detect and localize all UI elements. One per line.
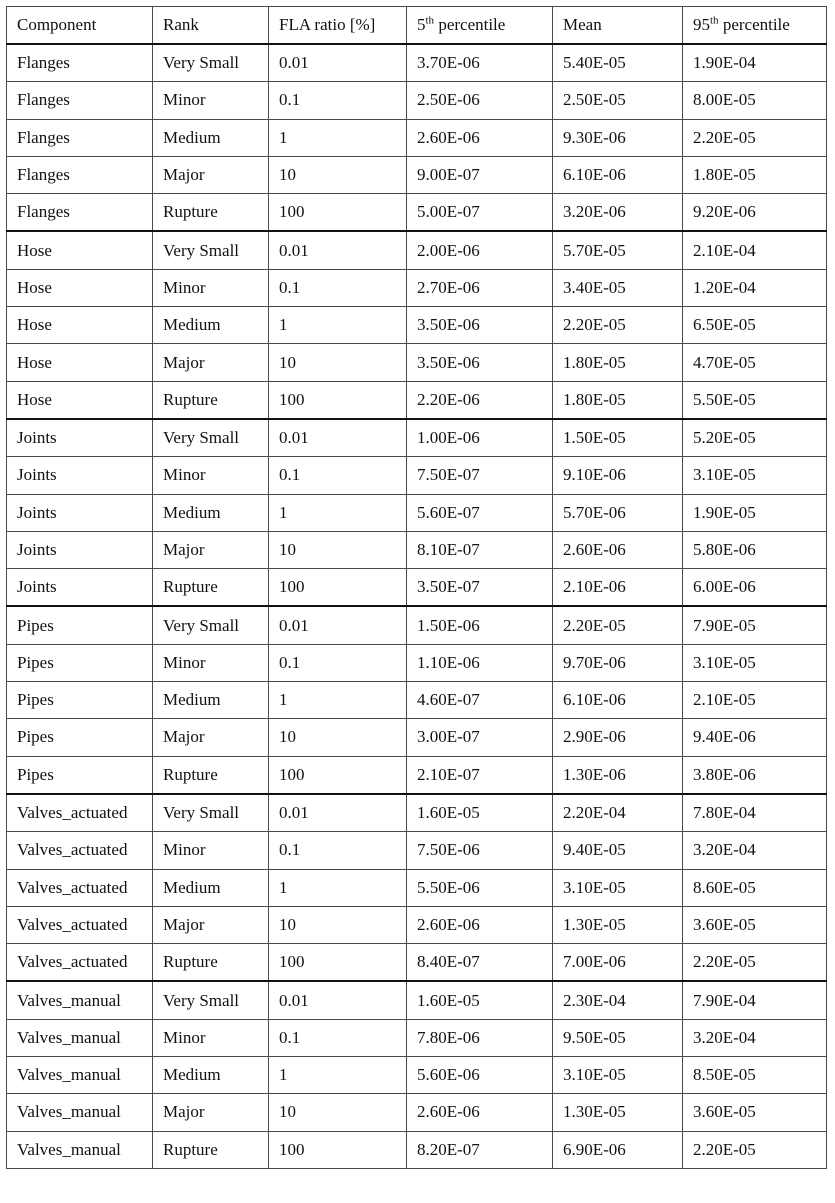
cell-fla-ratio: 0.1 <box>269 832 407 869</box>
table-body <box>7 44 827 1168</box>
cell-95th-percentile: 3.60E-05 <box>683 906 827 943</box>
cell-fla-ratio: 0.1 <box>269 82 407 119</box>
cell-fla-ratio: 1 <box>269 869 407 906</box>
cell-rank: Minor <box>153 457 269 494</box>
header-mean: Mean <box>553 7 683 45</box>
cell-component: Pipes <box>7 756 153 794</box>
cell-rank: Very Small <box>153 419 269 457</box>
cell-95th-percentile: 8.00E-05 <box>683 82 827 119</box>
cell-fla-ratio: 0.01 <box>269 981 407 1019</box>
cell-fla-ratio: 100 <box>269 1131 407 1168</box>
cell-fla-ratio: 100 <box>269 194 407 232</box>
table-row <box>7 82 827 119</box>
cell-5th-percentile: 2.50E-06 <box>407 82 553 119</box>
cell-95th-percentile: 9.20E-06 <box>683 194 827 232</box>
table-row <box>7 231 827 269</box>
cell-fla-ratio: 100 <box>269 381 407 419</box>
table-row <box>7 682 827 719</box>
cell-fla-ratio: 0.1 <box>269 269 407 306</box>
table-row <box>7 419 827 457</box>
cell-rank: Major <box>153 1094 269 1131</box>
cell-component: Hose <box>7 381 153 419</box>
cell-5th-percentile: 2.70E-06 <box>407 269 553 306</box>
cell-component: Hose <box>7 269 153 306</box>
cell-fla-ratio: 10 <box>269 906 407 943</box>
cell-95th-percentile: 6.50E-05 <box>683 307 827 344</box>
cell-95th-percentile: 2.20E-05 <box>683 944 827 982</box>
cell-component: Valves_actuated <box>7 944 153 982</box>
cell-5th-percentile: 7.50E-06 <box>407 832 553 869</box>
cell-5th-percentile: 5.00E-07 <box>407 194 553 232</box>
cell-component: Flanges <box>7 44 153 82</box>
cell-component: Pipes <box>7 682 153 719</box>
cell-95th-percentile: 9.40E-06 <box>683 719 827 756</box>
cell-95th-percentile: 4.70E-05 <box>683 344 827 381</box>
cell-mean: 9.50E-05 <box>553 1019 683 1056</box>
cell-mean: 1.50E-05 <box>553 419 683 457</box>
cell-component: Pipes <box>7 644 153 681</box>
cell-95th-percentile: 2.10E-05 <box>683 682 827 719</box>
table-row <box>7 1057 827 1094</box>
cell-fla-ratio: 0.1 <box>269 457 407 494</box>
cell-rank: Medium <box>153 307 269 344</box>
table-row <box>7 457 827 494</box>
cell-mean: 6.10E-06 <box>553 682 683 719</box>
cell-component: Flanges <box>7 119 153 156</box>
cell-fla-ratio: 0.1 <box>269 644 407 681</box>
cell-component: Flanges <box>7 82 153 119</box>
cell-mean: 5.70E-05 <box>553 231 683 269</box>
cell-5th-percentile: 2.60E-06 <box>407 119 553 156</box>
table-row <box>7 44 827 82</box>
cell-95th-percentile: 7.90E-04 <box>683 981 827 1019</box>
cell-rank: Rupture <box>153 1131 269 1168</box>
cell-fla-ratio: 0.01 <box>269 419 407 457</box>
cell-fla-ratio: 0.01 <box>269 794 407 832</box>
cell-fla-ratio: 100 <box>269 944 407 982</box>
cell-fla-ratio: 100 <box>269 569 407 607</box>
header-95th-percentile: 95th percentile <box>683 7 827 45</box>
cell-95th-percentile: 3.60E-05 <box>683 1094 827 1131</box>
cell-mean: 1.80E-05 <box>553 344 683 381</box>
cell-rank: Very Small <box>153 606 269 644</box>
cell-95th-percentile: 8.60E-05 <box>683 869 827 906</box>
cell-fla-ratio: 10 <box>269 1094 407 1131</box>
cell-5th-percentile: 5.60E-06 <box>407 1057 553 1094</box>
cell-95th-percentile: 3.20E-04 <box>683 1019 827 1056</box>
table-row <box>7 156 827 193</box>
cell-component: Valves_manual <box>7 1019 153 1056</box>
cell-5th-percentile: 7.50E-07 <box>407 457 553 494</box>
cell-95th-percentile: 3.80E-06 <box>683 756 827 794</box>
cell-95th-percentile: 6.00E-06 <box>683 569 827 607</box>
cell-95th-percentile: 1.90E-05 <box>683 494 827 531</box>
cell-95th-percentile: 1.80E-05 <box>683 156 827 193</box>
cell-95th-percentile: 1.20E-04 <box>683 269 827 306</box>
cell-mean: 1.30E-06 <box>553 756 683 794</box>
cell-mean: 2.50E-05 <box>553 82 683 119</box>
cell-5th-percentile: 9.00E-07 <box>407 156 553 193</box>
cell-rank: Minor <box>153 832 269 869</box>
table-row <box>7 119 827 156</box>
cell-5th-percentile: 8.40E-07 <box>407 944 553 982</box>
cell-component: Valves_actuated <box>7 869 153 906</box>
cell-component: Joints <box>7 569 153 607</box>
table-row <box>7 494 827 531</box>
cell-95th-percentile: 8.50E-05 <box>683 1057 827 1094</box>
cell-rank: Medium <box>153 869 269 906</box>
cell-5th-percentile: 3.50E-06 <box>407 344 553 381</box>
table-row <box>7 606 827 644</box>
cell-mean: 6.10E-06 <box>553 156 683 193</box>
cell-fla-ratio: 0.01 <box>269 231 407 269</box>
table-row <box>7 1094 827 1131</box>
cell-rank: Minor <box>153 269 269 306</box>
cell-component: Hose <box>7 344 153 381</box>
header-row <box>7 7 827 45</box>
cell-component: Valves_actuated <box>7 832 153 869</box>
cell-fla-ratio: 1 <box>269 119 407 156</box>
cell-rank: Very Small <box>153 44 269 82</box>
cell-component: Joints <box>7 457 153 494</box>
cell-rank: Major <box>153 156 269 193</box>
cell-mean: 1.30E-05 <box>553 1094 683 1131</box>
cell-component: Flanges <box>7 156 153 193</box>
table-row <box>7 269 827 306</box>
cell-component: Joints <box>7 531 153 568</box>
cell-mean: 1.80E-05 <box>553 381 683 419</box>
cell-component: Pipes <box>7 719 153 756</box>
cell-component: Valves_actuated <box>7 906 153 943</box>
cell-mean: 2.10E-06 <box>553 569 683 607</box>
cell-mean: 9.10E-06 <box>553 457 683 494</box>
cell-rank: Major <box>153 531 269 568</box>
cell-fla-ratio: 10 <box>269 156 407 193</box>
cell-component: Flanges <box>7 194 153 232</box>
cell-mean: 3.10E-05 <box>553 1057 683 1094</box>
cell-mean: 2.20E-05 <box>553 307 683 344</box>
cell-mean: 5.40E-05 <box>553 44 683 82</box>
table-row <box>7 869 827 906</box>
cell-fla-ratio: 0.01 <box>269 44 407 82</box>
cell-95th-percentile: 7.80E-04 <box>683 794 827 832</box>
cell-fla-ratio: 1 <box>269 1057 407 1094</box>
cell-mean: 3.20E-06 <box>553 194 683 232</box>
cell-rank: Rupture <box>153 944 269 982</box>
table-row <box>7 644 827 681</box>
cell-component: Valves_manual <box>7 1094 153 1131</box>
cell-component: Joints <box>7 419 153 457</box>
cell-rank: Very Small <box>153 231 269 269</box>
cell-5th-percentile: 1.10E-06 <box>407 644 553 681</box>
table-row <box>7 531 827 568</box>
cell-rank: Major <box>153 719 269 756</box>
header-fla-ratio: FLA ratio [%] <box>269 7 407 45</box>
cell-rank: Minor <box>153 1019 269 1056</box>
table-row <box>7 906 827 943</box>
cell-95th-percentile: 3.10E-05 <box>683 644 827 681</box>
cell-5th-percentile: 2.60E-06 <box>407 1094 553 1131</box>
cell-fla-ratio: 1 <box>269 307 407 344</box>
cell-mean: 5.70E-06 <box>553 494 683 531</box>
cell-mean: 9.40E-05 <box>553 832 683 869</box>
cell-95th-percentile: 1.90E-04 <box>683 44 827 82</box>
cell-component: Pipes <box>7 606 153 644</box>
cell-5th-percentile: 5.60E-07 <box>407 494 553 531</box>
cell-5th-percentile: 7.80E-06 <box>407 1019 553 1056</box>
cell-rank: Minor <box>153 82 269 119</box>
cell-fla-ratio: 1 <box>269 682 407 719</box>
cell-95th-percentile: 2.10E-04 <box>683 231 827 269</box>
cell-fla-ratio: 10 <box>269 531 407 568</box>
cell-rank: Very Small <box>153 981 269 1019</box>
cell-95th-percentile: 2.20E-05 <box>683 1131 827 1168</box>
cell-mean: 2.30E-04 <box>553 981 683 1019</box>
cell-fla-ratio: 1 <box>269 494 407 531</box>
cell-95th-percentile: 7.90E-05 <box>683 606 827 644</box>
table-row <box>7 794 827 832</box>
cell-component: Joints <box>7 494 153 531</box>
cell-mean: 7.00E-06 <box>553 944 683 982</box>
cell-95th-percentile: 5.50E-05 <box>683 381 827 419</box>
cell-mean: 1.30E-05 <box>553 906 683 943</box>
cell-mean: 3.40E-05 <box>553 269 683 306</box>
table-row <box>7 1019 827 1056</box>
table-row <box>7 569 827 607</box>
cell-rank: Major <box>153 906 269 943</box>
cell-mean: 9.70E-06 <box>553 644 683 681</box>
table-row <box>7 981 827 1019</box>
cell-5th-percentile: 1.60E-05 <box>407 794 553 832</box>
cell-fla-ratio: 100 <box>269 756 407 794</box>
cell-fla-ratio: 10 <box>269 719 407 756</box>
header-component: Component <box>7 7 153 45</box>
cell-95th-percentile: 3.20E-04 <box>683 832 827 869</box>
cell-component: Hose <box>7 307 153 344</box>
cell-fla-ratio: 10 <box>269 344 407 381</box>
cell-component: Valves_manual <box>7 1057 153 1094</box>
cell-rank: Minor <box>153 644 269 681</box>
table-row <box>7 194 827 232</box>
cell-rank: Rupture <box>153 194 269 232</box>
cell-rank: Medium <box>153 494 269 531</box>
cell-mean: 2.20E-04 <box>553 794 683 832</box>
table-row <box>7 344 827 381</box>
table-row <box>7 832 827 869</box>
cell-95th-percentile: 3.10E-05 <box>683 457 827 494</box>
cell-rank: Rupture <box>153 381 269 419</box>
cell-rank: Major <box>153 344 269 381</box>
cell-5th-percentile: 3.50E-07 <box>407 569 553 607</box>
cell-5th-percentile: 2.20E-06 <box>407 381 553 419</box>
cell-mean: 2.90E-06 <box>553 719 683 756</box>
cell-fla-ratio: 0.01 <box>269 606 407 644</box>
cell-component: Hose <box>7 231 153 269</box>
cell-5th-percentile: 5.50E-06 <box>407 869 553 906</box>
cell-component: Valves_manual <box>7 981 153 1019</box>
cell-5th-percentile: 8.20E-07 <box>407 1131 553 1168</box>
cell-95th-percentile: 5.80E-06 <box>683 531 827 568</box>
cell-5th-percentile: 3.50E-06 <box>407 307 553 344</box>
cell-rank: Medium <box>153 119 269 156</box>
cell-rank: Very Small <box>153 794 269 832</box>
table-row <box>7 719 827 756</box>
cell-5th-percentile: 2.10E-07 <box>407 756 553 794</box>
table-header <box>7 7 827 45</box>
table-row <box>7 1131 827 1168</box>
table-row <box>7 756 827 794</box>
table-row <box>7 307 827 344</box>
cell-5th-percentile: 1.60E-05 <box>407 981 553 1019</box>
cell-5th-percentile: 3.70E-06 <box>407 44 553 82</box>
data-table <box>6 6 827 1169</box>
header-rank: Rank <box>153 7 269 45</box>
cell-rank: Medium <box>153 1057 269 1094</box>
cell-95th-percentile: 2.20E-05 <box>683 119 827 156</box>
cell-rank: Medium <box>153 682 269 719</box>
cell-component: Valves_actuated <box>7 794 153 832</box>
cell-component: Valves_manual <box>7 1131 153 1168</box>
cell-5th-percentile: 1.50E-06 <box>407 606 553 644</box>
cell-5th-percentile: 2.00E-06 <box>407 231 553 269</box>
cell-mean: 6.90E-06 <box>553 1131 683 1168</box>
header-5th-percentile: 5th percentile <box>407 7 553 45</box>
cell-mean: 2.20E-05 <box>553 606 683 644</box>
cell-5th-percentile: 4.60E-07 <box>407 682 553 719</box>
cell-rank: Rupture <box>153 756 269 794</box>
cell-95th-percentile: 5.20E-05 <box>683 419 827 457</box>
cell-mean: 3.10E-05 <box>553 869 683 906</box>
table-row <box>7 381 827 419</box>
cell-5th-percentile: 2.60E-06 <box>407 906 553 943</box>
cell-mean: 2.60E-06 <box>553 531 683 568</box>
cell-5th-percentile: 8.10E-07 <box>407 531 553 568</box>
cell-fla-ratio: 0.1 <box>269 1019 407 1056</box>
cell-5th-percentile: 3.00E-07 <box>407 719 553 756</box>
table-row <box>7 944 827 982</box>
cell-mean: 9.30E-06 <box>553 119 683 156</box>
cell-5th-percentile: 1.00E-06 <box>407 419 553 457</box>
cell-rank: Rupture <box>153 569 269 607</box>
